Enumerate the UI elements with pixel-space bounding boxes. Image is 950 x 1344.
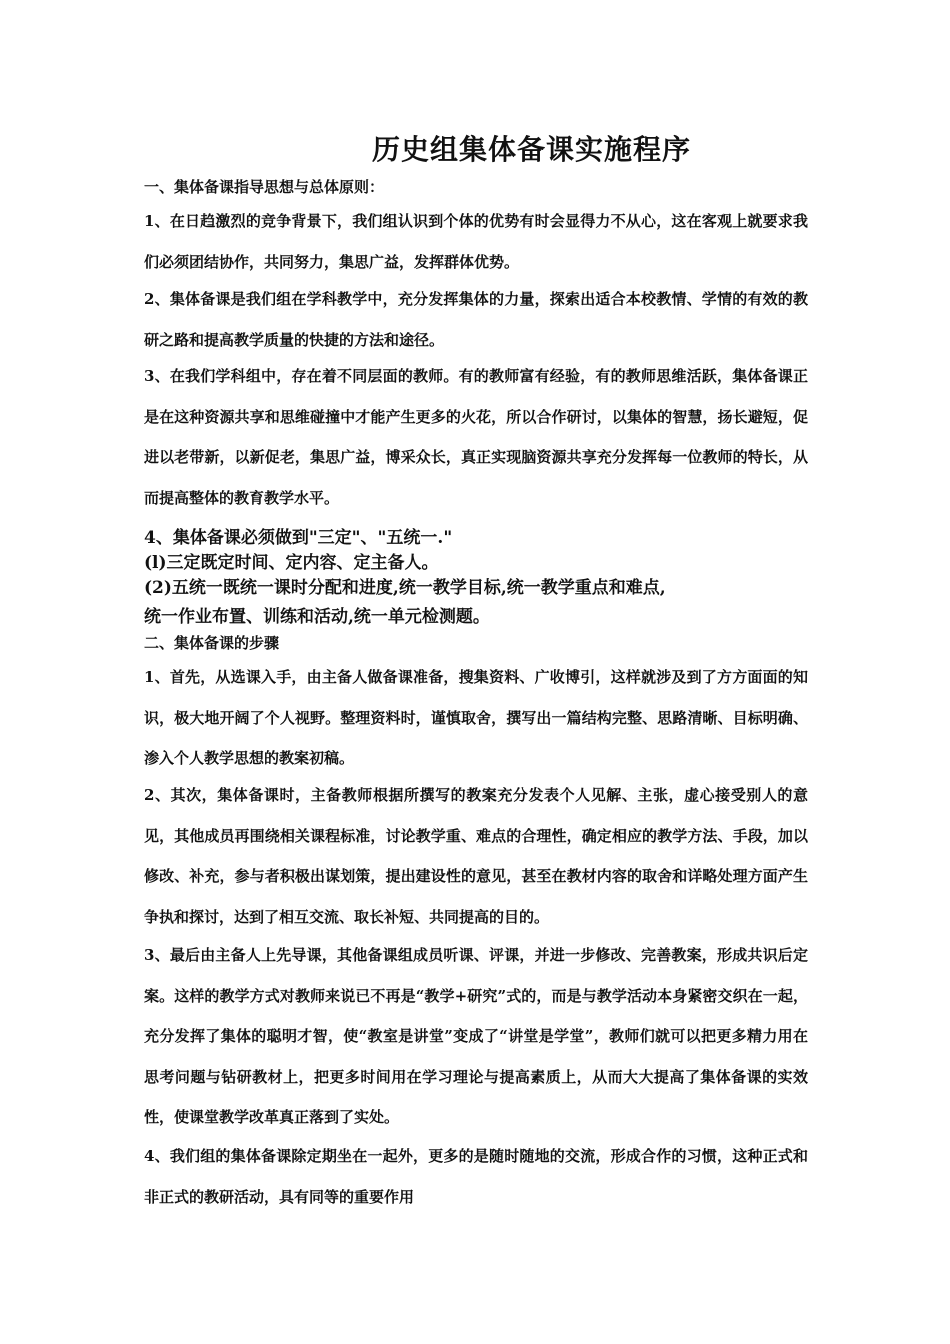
paragraph-principle-4-heading: 4、集体备课必须做到"三定"、"五统一." [144,528,453,548]
paragraph-step-3: 3、最后由主备人上先导课，其他备课组成员听课、评课，并进一步修改、完善教案，形成共识后定案。这样的教学方式对教师来说已不再是“教学+研究”式的，而是与教学活动本身紧密交织在一起，充分发挥了集体的聪明才智，使“教室是讲堂”变成了“讲堂是学堂”，教师们就可以把更多精力用在思考问题与钻研教材上，把更多时间用在学习理论与提高素质上，从而大大提高了集体备课的实效性，使课堂教学改革真正落到了实处。 [144,946,808,1126]
paragraph-step-4: 4、我们组的集体备课除定期坐在一起外，更多的是随时随地的交流，形成合作的习惯，这种正式和非正式的教研活动，具有同等的重要作用 [144,1147,808,1206]
paragraph-step-1: 1、首先，从选课入手，由主备人做备课准备，搜集资料、广收博引，这样就涉及到了方方面面的知识，极大地开阔了个人视野。整理资料时，谨慎取舍，撰写出一篇结构完整、思路清晰、目标明确、渗入个人教学思想的教案初稿。 [144,668,808,767]
paragraph-principle-3: 3、在我们学科组中，存在着不同层面的教师。有的教师富有经验，有的教师思维活跃，集体备课正是在这种资源共享和思维碰撞中才能产生更多的火花，所以合作研讨，以集体的智慧，扬长避短，促进以老带新，以新促老，集思广益，博采众长，真正实现脑资源共享充分发挥每一位教师的特长，从而提高整体的教育教学水平。 [144,367,808,507]
paragraph-principle-2: 2、集体备课是我们组在学科教学中，充分发挥集体的力量，探索出适合本校教情、学情的有效的教研之路和提高教学质量的快捷的方法和途径。 [144,290,808,349]
paragraph-five-unified-cont: 统一作业布置、训练和活动,统一单元检测题。 [144,607,490,627]
section-heading-steps: 二、集体备课的步骤 [144,634,280,652]
paragraph-five-unified: (2)五统一既统一课时分配和进度,统一教学目标,统一教学重点和难点, [144,578,666,598]
paragraph-principle-1: 1、在日趋激烈的竞争背景下，我们组认识到个体的优势有时会显得力不从心，这在客观上就要求我们必须团结协作，共同努力，集思广益，发挥群体优势。 [144,212,808,271]
document-title: 历史组集体备课实施程序 [372,133,692,166]
paragraph-step-2: 2、其次，集体备课时，主备教师根据所撰写的教案充分发表个人见解、主张，虚心接受别人的意见，其他成员再围绕相关课程标准，讨论教学重、难点的合理性，确定相应的教学方法、手段，加以修改、补充，参与者积极出谋划策，提出建设性的意见，甚至在教材内容的取舍和详略处理方面产生争执和探讨，达到了相互交流、取长补短、共同提高的目的。 [144,786,808,926]
section-heading-principles: 一、集体备课指导思想与总体原则： [144,178,385,196]
paragraph-three-fixed: (l)三定既定时间、定内容、定主备人。 [144,553,439,573]
